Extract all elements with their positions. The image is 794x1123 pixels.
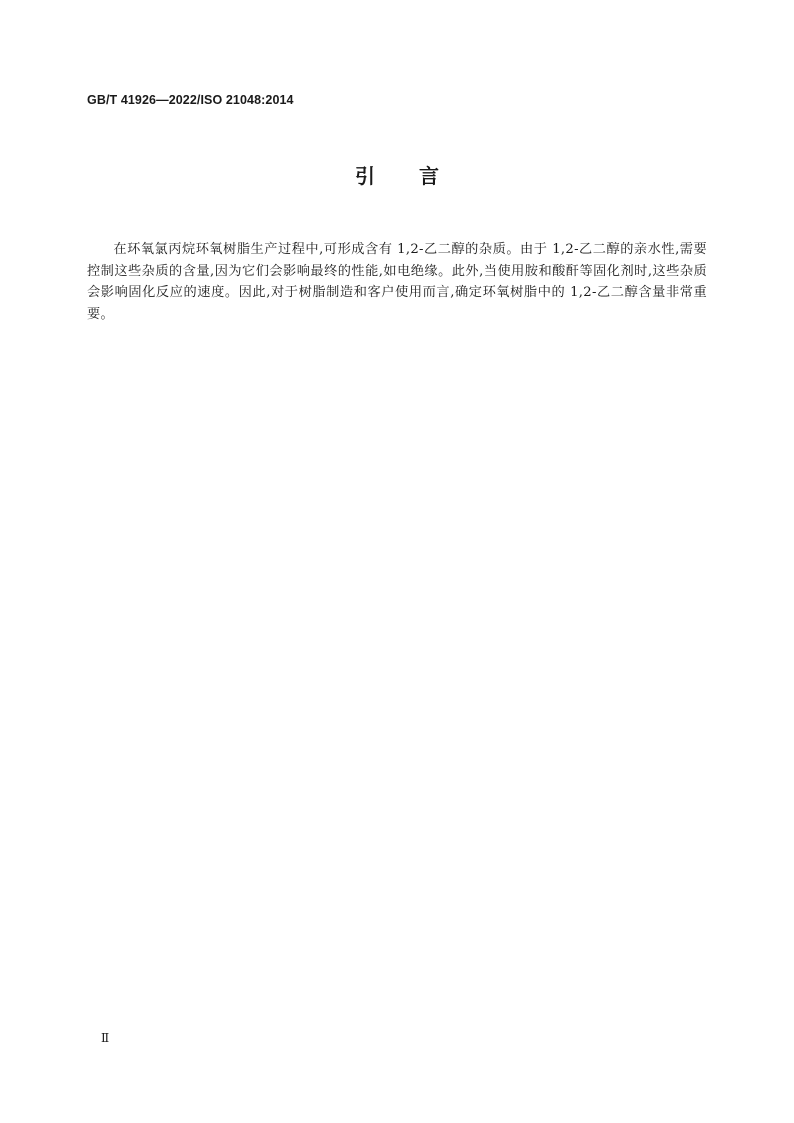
- title-char-1: 引: [355, 164, 375, 188]
- title-char-2: 言: [419, 164, 439, 188]
- page-number: Ⅱ: [101, 1031, 110, 1045]
- page-title: [0, 160, 794, 189]
- introduction-paragraph: 在环氧氯丙烷环氧树脂生产过程中,可形成含有 1,2-乙二醇的杂质。由于 1,2-乙二醇的亲水性,需要控制这些杂质的含量,因为它们会影响最终的性能,如电绝缘。此外,当使用胺和酸酐等固化剂时,这些杂质会影响固化反应的速度。因此,对于树脂制造和客户使用而言,确定环氧树脂中的 1,2-乙二醇含量非常重要。: [87, 242, 707, 322]
- standard-code: GB/T 41926—2022/ISO 21048:2014: [87, 93, 294, 107]
